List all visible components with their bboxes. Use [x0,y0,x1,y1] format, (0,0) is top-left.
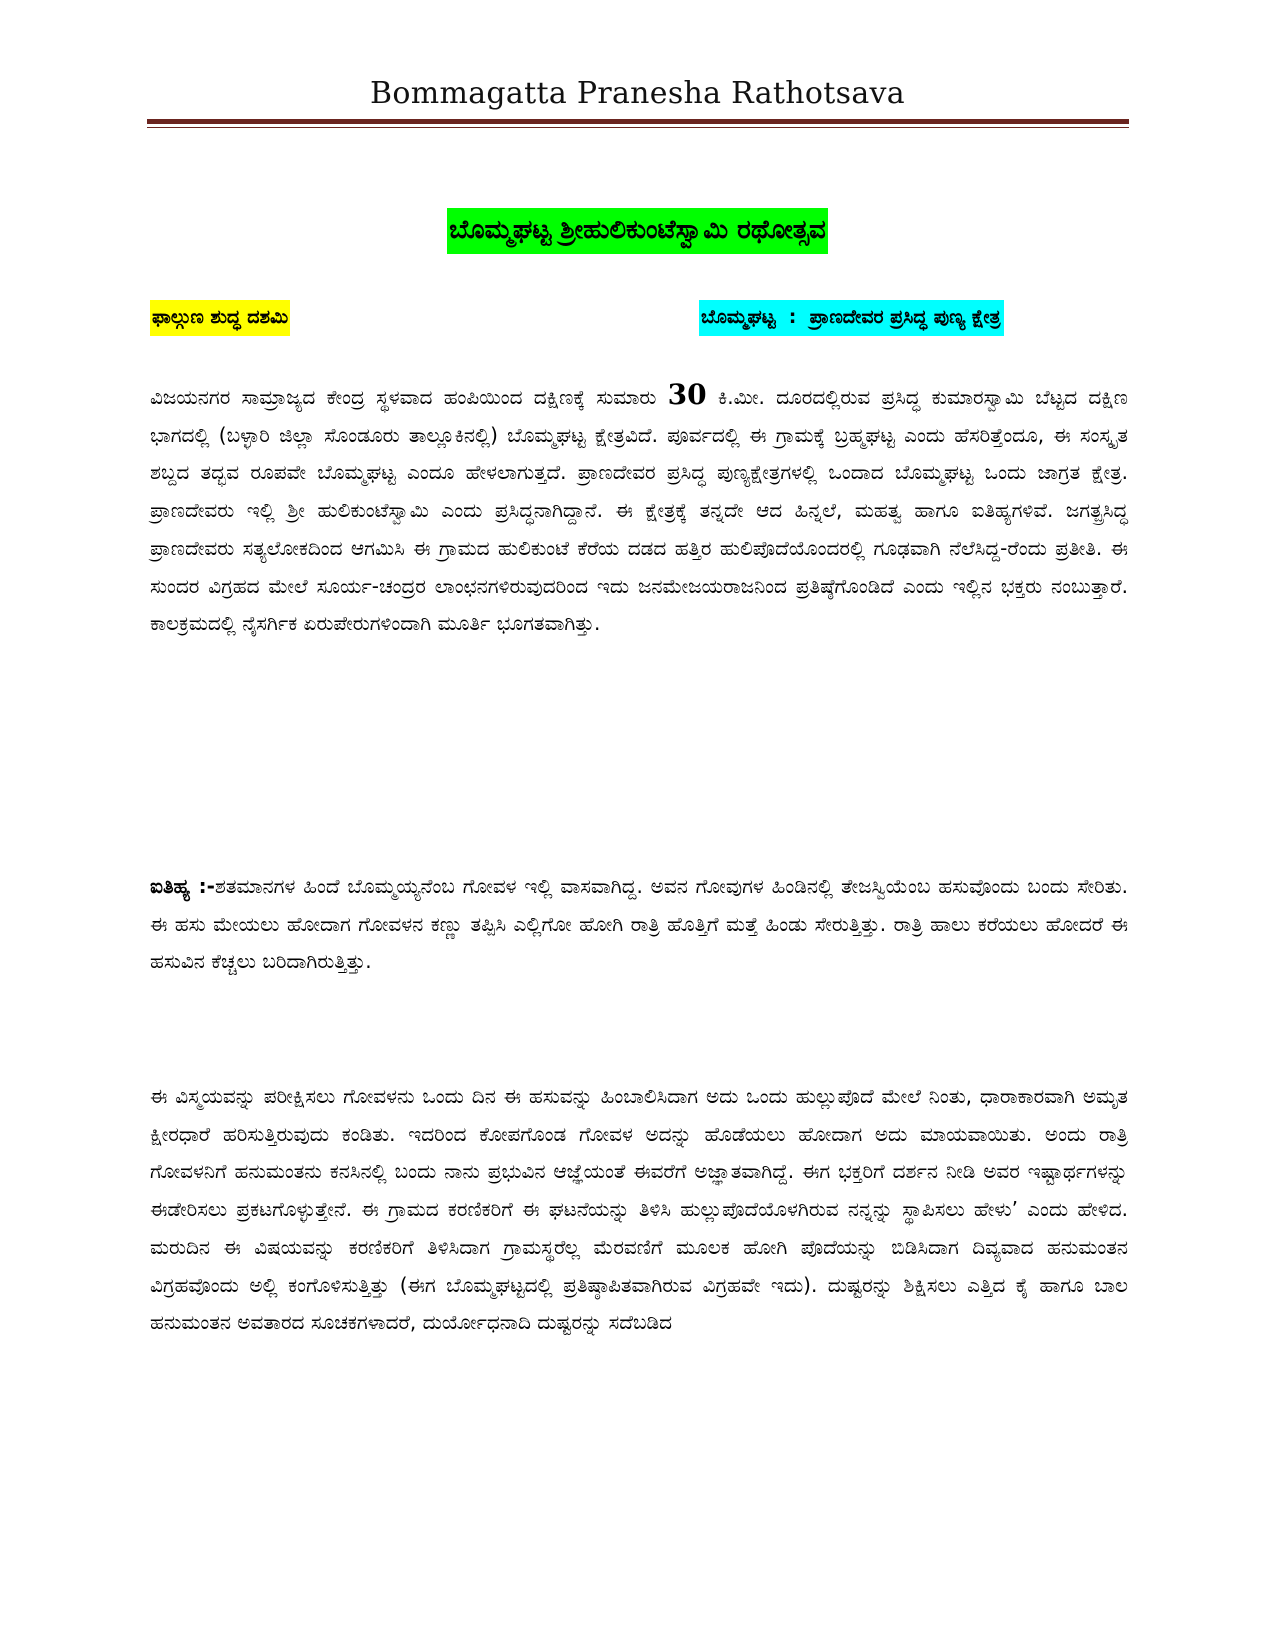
paragraph-intro-start: ವಿಜಯನಗರ ಸಾಮ್ರಾಜ್ಯದ ಕೇಂದ್ರ ಸ್ಥಳವಾದ ಹಂಪಿಯಿಂದ ದಕ್ಷಿಣಕ್ಕೆ ಸುಮಾರು [150,385,668,409]
paragraph-intro-rest: ಕಿ.ಮೀ. ದೂರದಲ್ಲಿರುವ ಪ್ರಸಿದ್ಧ ಕುಮಾರಸ್ವಾಮಿ ಬೆಟ್ಟದ ದಕ್ಷಿಣ ಭಾಗದಲ್ಲಿ (ಬಳ್ಳಾರಿ ಜಿಲ್ಲಾ ಸೊಂಡೂರು ತಾಲ್ಲೂಕಿನಲ್ಲಿ) ಬೊಮ್ಮಘಟ್ಟ ಕ್ಷೇತ್ರವಿದೆ. ಪೂರ್ವದಲ್ಲಿ ಈ ಗ್ರಾಮಕ್ಕೆ ಬ್ರಹ್ಮಘಟ್ಟ ಎಂದು ಹೆಸರಿತ್ತೆಂದೂ, ಈ ಸಂಸ್ಕೃತ ಶಬ್ದದ ತದ್ಭವ ರೂಪವೇ ಬೊಮ್ಮಘಟ್ಟ ಎಂದೂ ಹೇಳಲಾಗುತ್ತದೆ. ಪ್ರಾಣದೇವರ ಪ್ರಸಿದ್ಧ ಪುಣ್ಯಕ್ಷೇತ್ರಗಳಲ್ಲಿ ಒಂದಾದ ಬೊಮ್ಮಘಟ್ಟ ಒಂದು ಜಾಗ್ರತ ಕ್ಷೇತ್ರ. ಪ್ರಾಣದೇವರು ಇಲ್ಲಿ ಶ್ರೀ ಹುಲಿಕುಂಟೆಸ್ವಾಮಿ ಎಂದು ಪ್ರಸಿದ್ಧನಾಗಿದ್ದಾನೆ. ಈ ಕ್ಷೇತ್ರಕ್ಕೆ ತನ್ನದೇ ಆದ ಹಿನ್ನಲೆ, ಮಹತ್ವ ಹಾಗೂ ಐತಿಹ್ಯಗಳಿವೆ. ಜಗತ್ಪ್ರಸಿದ್ಧ ಪ್ರಾಣದೇವರು ಸತ್ಯಲೋಕದಿಂದ ಆಗಮಿಸಿ ಈ ಗ್ರಾಮದ ಹುಲಿಕುಂಟೆ ಕೆರೆಯ ದಡದ ಹತ್ತಿರ ಹುಲಿಪೊದೆಯೊಂದರಲ್ಲಿ ಗೂಢವಾಗಿ ನೆಲೆಸಿದ್ದ-ರೆಂದು ಪ್ರತೀತಿ. ಈ ಸುಂದರ ವಿಗ್ರಹದ ಮೇಲೆ ಸೂರ್ಯ-ಚಂದ್ರರ ಲಾಂಛನಗಳಿರುವುದರಿಂದ ಇದು ಜನಮೇಜಯರಾಜನಿಂದ ಪ್ರತಿಷ್ಠೆಗೊಂಡಿದೆ ಎಂದು ಇಲ್ಲಿನ ಭಕ್ತರು ನಂಬುತ್ತಾರೆ. ಕಾಲಕ್ರಮದಲ್ಲಿ ನೈಸರ್ಗಿಕ ಏರುಪೇರುಗಳಿಂದಾಗಿ ಮೂರ್ತಿ ಭೂಗತವಾಗಿತ್ತು. [150,385,1128,636]
legend-heading: ಐತಿಹ್ಯ :- [150,874,215,898]
header-title: Bommagatta Pranesha Rathotsava [370,76,905,111]
main-title: ಬೊಮ್ಮಘಟ್ಟ ಶ್ರೀಹುಲಿಕುಂಟೆಸ್ವಾಮಿ ರಥೋತ್ಸವ [447,208,828,254]
header-rule-thick [147,119,1129,124]
paragraph-intro [150,376,1128,643]
paragraph-legend [150,868,1128,981]
main-title-container [0,208,1275,254]
header-rule-thin [147,127,1129,128]
paragraph-story: ಈ ವಿಸ್ಮಯವನ್ನು ಪರೀಕ್ಷಿಸಲು ಗೋವಳನು ಒಂದು ದಿನ ಈ ಹಸುವನ್ನು ಹಿಂಬಾಲಿಸಿದಾಗ ಅದು ಒಂದು ಹುಲ್ಲುಪೊದೆ ಮೇಲೆ ನಿಂತು, ಧಾರಾಕಾರವಾಗಿ ಅಮೃತ ಕ್ಷೀರಧಾರೆ ಹರಿಸುತ್ತಿರುವುದು ಕಂಡಿತು. ಇದರಿಂದ ಕೋಪಗೊಂಡ ಗೋವಳ ಅದನ್ನು ಹೊಡೆಯಲು ಹೋದಾಗ ಅದು ಮಾಯವಾಯಿತು. ಅಂದು ರಾತ್ರಿ ಗೋವಳನಿಗೆ ಹನುಮಂತನು ಕನಸಿನಲ್ಲಿ ಬಂದು ನಾನು ಪ್ರಭುವಿನ ಆಜ್ಞೆಯಂತೆ ಈವರೆಗೆ ಅಜ್ಞಾತವಾಗಿದ್ದೆ. ಈಗ ಭಕ್ತರಿಗೆ ದರ್ಶನ ನೀಡಿ ಅವರ ಇಷ್ಟಾರ್ಥಗಳನ್ನು ಈಡೇರಿಸಲು ಪ್ರಕಟಗೊಳ್ಳುತ್ತೇನೆ. ಈ ಗ್ರಾಮದ ಕರಣಿಕರಿಗೆ ಈ ಘಟನೆಯನ್ನು ತಿಳಿಸಿ ಹುಲ್ಲುಪೊದೆಯೊಳಗಿರುವ ನನ್ನನ್ನು ಸ್ಥಾಪಿಸಲು ಹೇಳು’ ಎಂದು ಹೇಳಿದ. ಮರುದಿನ ಈ ವಿಷಯವನ್ನು ಕರಣಿಕರಿಗೆ ತಿಳಿಸಿದಾಗ ಗ್ರಾಮಸ್ಥರೆಲ್ಲ ಮೆರವಣಿಗೆ ಮೂಲಕ ಹೋಗಿ ಪೊದೆಯನ್ನು ಬಿಡಿಸಿದಾಗ ದಿವ್ಯವಾದ ಹನುಮಂತನ ವಿಗ್ರಹವೊಂದು ಅಲ್ಲಿ ಕಂಗೊಳಿಸುತ್ತಿತ್ತು (ಈಗ ಬೊಮ್ಮಘಟ್ಟದಲ್ಲಿ ಪ್ರತಿಷ್ಠಾಪಿತವಾಗಿರುವ ವಿಗ್ರಹವೇ ಇದು). ದುಷ್ಟರನ್ನು ಶಿಕ್ಷಿಸಲು ಎತ್ತಿದ ಕೈ ಹಾಗೂ ಬಾಲ ಹನುಮಂತನ ಅವತಾರದ ಸೂಚಕಗಳಾದರೆ, ದುರ್ಯೋಧನಾದಿ ದುಷ್ಟರನ್ನು ಸದೆಬಡಿದ [150,1084,1128,1335]
subheading-date: ಫಾಲ್ಗುಣ ಶುದ್ಧ ದಶಮಿ [150,300,290,336]
paragraph-legend-text: ಶತಮಾನಗಳ ಹಿಂದೆ ಬೊಮ್ಮಯ್ಯನೆಂಬ ಗೋವಳ ಇಲ್ಲಿ ವಾಸವಾಗಿದ್ದ. ಅವನ ಗೋವುಗಳ ಹಿಂಡಿನಲ್ಲಿ ತೇಜಸ್ವಿಯೆಂಬ ಹಸುವೊಂದು ಬಂದು ಸೇರಿತು. ಈ ಹಸು ಮೇಯಲು ಹೋದಾಗ ಗೋವಳನ ಕಣ್ಣು ತಪ್ಪಿಸಿ ಎಲ್ಲಿಗೋ ಹೋಗಿ ರಾತ್ರಿ ಹೊತ್ತಿಗೆ ಮತ್ತೆ ಹಿಂಡು ಸೇರುತ್ತಿತ್ತು. ರಾತ್ರಿ ಹಾಲು ಕರೆಯಲು ಹೋದರೆ ಈ ಹಸುವಿನ ಕೆಚ್ಚಲು ಬರಿದಾಗಿರುತ್ತಿತ್ತು. [150,874,1129,974]
subheading-place: ಬೊಮ್ಮಘಟ್ಟ : ಪ್ರಾಣದೇವರ ಪ್ರಸಿದ್ಧ ಪುಣ್ಯ ಕ್ಷೇತ್ರ [699,300,1004,336]
distance-number: 30 [667,378,707,411]
